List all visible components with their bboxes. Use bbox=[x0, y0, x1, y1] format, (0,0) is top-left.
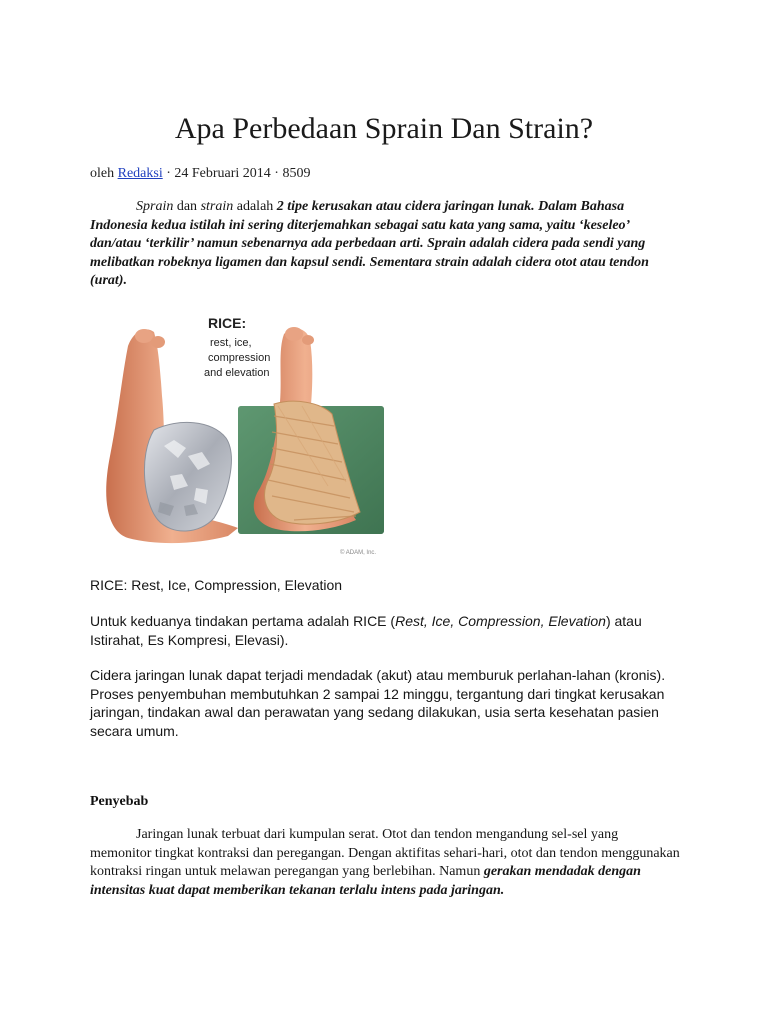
author-link[interactable]: Redaksi bbox=[117, 166, 163, 181]
cause-paragraph-bold: gerakan mendadak dengan intensitas kuat dapat memberikan tekanan terlalu intens pada jaringan. bbox=[90, 864, 641, 898]
image-credit: © ADAM, Inc. bbox=[340, 550, 377, 556]
byline bbox=[90, 166, 310, 182]
term-sprain: Sprain bbox=[136, 199, 174, 214]
cause-paragraph bbox=[90, 826, 680, 900]
intro-paragraph bbox=[90, 198, 680, 291]
rice-label-title: RICE: bbox=[208, 315, 247, 331]
term-strain: strain bbox=[200, 199, 234, 214]
image-caption: RICE: Rest, Ice, Compression, Elevation bbox=[90, 577, 343, 593]
intro-bold-rest: . Dalam Bahasa Indonesia kedua istilah ini sering diterjemahkan sebagai satu kata yang sama, yaitu ‘keseleo’ dan/atau ‘terkilir’ namun sebenarnya ada perbedaan arti. Sprain adalah cidera pada sendi yang melibatkan robeknya ligamen dan kapsul sendi. Sementara strain adalah cidera otot atau tendon (urat). bbox=[90, 199, 649, 288]
rice-paragraph-start: Untuk keduanya tindakan pertama adalah RICE ( bbox=[90, 613, 396, 629]
byline-prefix: oleh bbox=[90, 166, 115, 181]
healing-paragraph: Cidera jaringan lunak dapat terjadi mendadak (akut) atau memburuk perlahan-lahan (kronis). Proses penyembuhan membutuhkan 2 sampai 12 minggu, tergantung dari tingkat kerusakan jaringan, tindakan awal dan perawatan yang sedang dilakukan, usia serta kesehatan pasien secara umum. bbox=[90, 667, 666, 739]
section-heading: Penyebab bbox=[90, 794, 149, 809]
word-adalah: adalah bbox=[236, 199, 274, 214]
rice-paragraph-end: ) atau Istirahat, Es Kompresi, Elevasi). bbox=[90, 613, 642, 648]
rice-paragraph bbox=[90, 612, 680, 649]
rice-label-line2: compression bbox=[208, 352, 271, 364]
page-title: Apa Perbedaan Sprain Dan Strain? bbox=[174, 112, 594, 145]
rice-illustration-graphic bbox=[88, 306, 396, 562]
word-dan: dan bbox=[176, 199, 198, 214]
rice-label-line3: and elevation bbox=[204, 367, 270, 379]
byline-meta: · 24 Februari 2014 · 8509 bbox=[166, 166, 311, 181]
intro-bold-lead: 2 tipe kerusakan atau cidera jaringan lunak bbox=[276, 199, 532, 214]
rice-paragraph-italic: Rest, Ice, Compression, Elevation bbox=[395, 613, 606, 629]
rice-label-line1: rest, ice, bbox=[210, 337, 252, 349]
ice-pack bbox=[144, 422, 231, 531]
cause-paragraph-plain: Jaringan lunak terbuat dari kumpulan serat. Otot dan tendon mengandung sel-sel yang memonitor tingkat kontraksi dan peregangan. Dengan aktifitas sehari-hari, otot dan tendon menggunakan kontraksi ringan untuk melawan peregangan yang berlebihan. Namun bbox=[90, 827, 680, 879]
rice-illustration bbox=[88, 306, 396, 562]
